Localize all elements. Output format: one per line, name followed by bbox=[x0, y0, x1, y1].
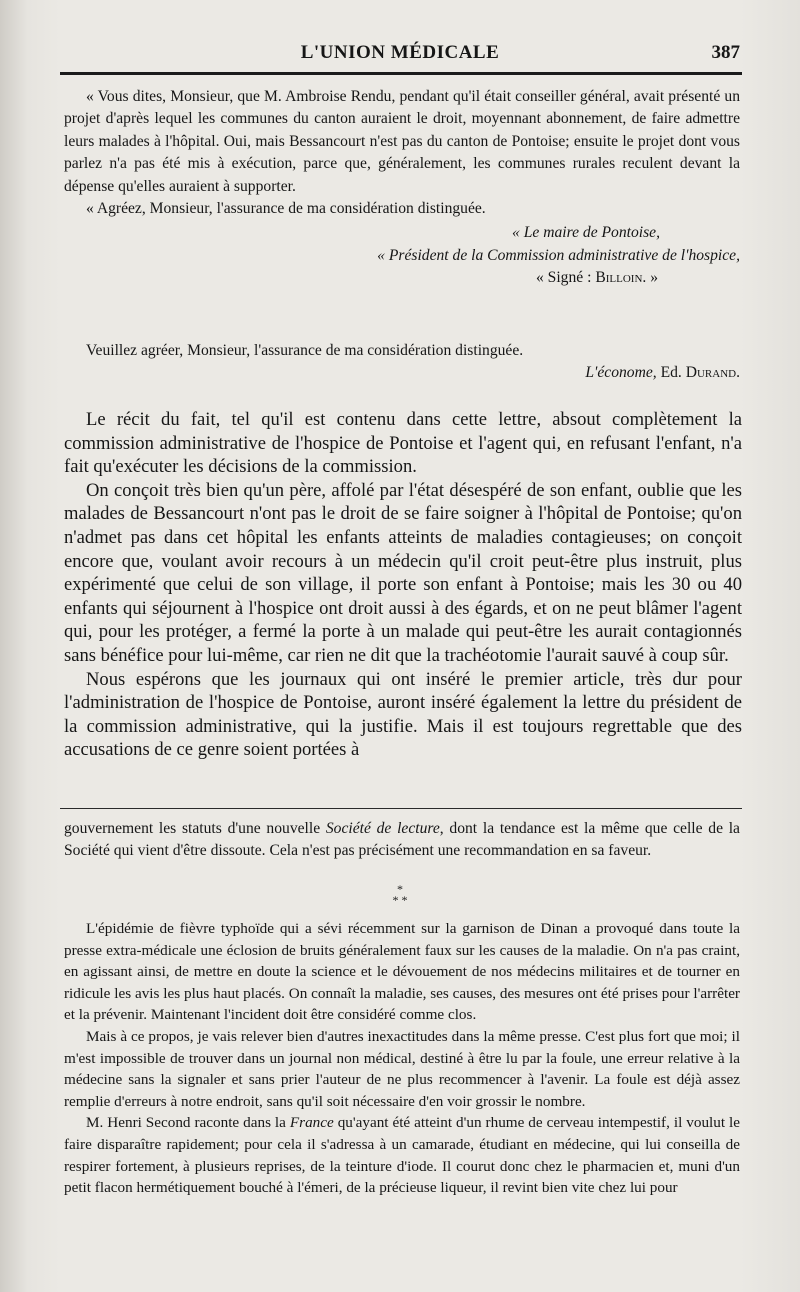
chronicle-paragraph bbox=[64, 818, 740, 863]
asterism-top: * bbox=[397, 882, 403, 896]
letter-signature-mayor: « Le maire de Pontoise, bbox=[512, 224, 660, 242]
main-article bbox=[64, 408, 742, 762]
signed-label: « Signé : bbox=[535, 269, 596, 287]
closing-signature bbox=[64, 362, 740, 384]
closing-name-prefix: Ed. bbox=[656, 364, 686, 382]
letter-signature-president: « Président de la Commission administrative de l'hospice, bbox=[377, 246, 740, 264]
chronicle-paragraph: L'épidémie de fièvre typhoïde qui a sévi récemment sur la garnison de Dinan a provoqué dans toute la presse extra-médicale une éclosion de bruits généralement faux sur les causes de la maladie. On n'a pas craint, en agissant ainsi, de mettre en doute la science et le dévouement de nos médecins militaires et de tourner en ridicule les avis les plus haut placés. On connaît la maladie, ses causes, des mesures ont été prises pour l'arrêter et la prévenir. Maintenant l'incident doit être considéré comme clos. bbox=[64, 920, 740, 1024]
chronicle-text-b: qu'ayant été atteint d'un rhume de cerveau intempestif, il voulut le faire disparaître rapidement; pour cela il s'adressa à un camarade, étudiant en médecine, qui lui conseilla de respirer fortement, à plusieurs reprises, de la teinture d'iode. Il courut donc chez le pharmacien et, muni d'un petit flacon hermétiquement bouché à l'émeri, de la précieuse liqueur, il revint bien vite chez lui pour bbox=[64, 1114, 741, 1197]
section-rule bbox=[60, 808, 742, 809]
signed-end: » bbox=[646, 269, 658, 287]
header-rule bbox=[60, 72, 742, 75]
closing-text: Veuillez agréer, Monsieur, l'assurance de ma considération distinguée. bbox=[86, 342, 524, 359]
chronicle-text-b: , dont la tendance est la même que celle de la Société qui vient d'être dissoute. Cela n'est pas précisément une recommandation en sa faveur. bbox=[64, 820, 740, 860]
chronicle-text-a: gouvernement les statuts d'une nouvelle bbox=[64, 820, 326, 837]
chronicle-italic: France bbox=[289, 1114, 334, 1132]
asterism-bottom: * * bbox=[392, 893, 408, 907]
closing-role: L'économe, bbox=[585, 364, 657, 382]
chronicle-paragraph: Mais à ce propos, je vais relever bien d'autres inexactitudes dans la même presse. C'est plus fort que moi; il m'est impossible de trouver dans un journal non médical, destiné à être lu par la foule, une erreur relative à la médecine sans la signaler et sans prier l'auteur de ne plus recommencer à l'avenir. La foule est déjà assez remplie d'erreurs à notre endroit, sans qu'il soit nécessaire d'en voir grossir le nombre. bbox=[64, 1027, 740, 1110]
page-header bbox=[60, 40, 740, 70]
letter-paragraph: « Vous dites, Monsieur, que M. Ambroise Rendu, pendant qu'il était conseiller général, avait présenté un projet d'après lequel les communes du canton auraient le droit, moyennant abonnement, de faire admettre leurs malades à l'hôpital. Oui, mais Bessancourt n'est pas du canton de Pontoise; ensuite le projet dont vous parlez n'a pas été mis à exécution, parce que, généralement, les communes rurales reculent devant la dépense qu'elles auraient à supporter. bbox=[64, 88, 740, 195]
chronicle-section bbox=[64, 918, 740, 1199]
article-paragraph: On conçoit très bien qu'un père, affolé par l'état désespéré de son enfant, oublie que les malades de Bessancourt n'ont pas le droit de se faire soigner à l'hôpital de Pontoise; qu'on n'admet pas dans cet hôpital les enfants atteints de maladies contagieuses; on conçoit encore que, voulant avoir recours à un médecin qu'il croit peut-être plus instruit, plus expérimenté que celui de son village, il porte son enfant à Pontoise; mais les 30 ou 40 enfants qui séjournent à l'hospice ont droit aussi à des égards, et on ne peut blâmer l'agent qui, pour les protéger, a fermé la porte à un malade qui peut-être les aurait contagionnés sans bénéfice pour lui-même, car rien ne dit que la trachéotomie l'aurait sauvé à coup sûr. bbox=[64, 479, 742, 666]
page-number: 387 bbox=[711, 42, 740, 63]
article-paragraph: Nous espérons que les journaux qui ont inséré le premier article, très dur pour l'administration de l'hospice de Pontoise, auront inséré également la lettre du président de la commission administrative, qui la justifie. Mais il est toujours regrettable que des accusations de ce genre soient portées à bbox=[64, 668, 742, 761]
chronicle-italic: Société de lecture bbox=[325, 820, 440, 837]
letter-salutation: « Agréez, Monsieur, l'assurance de ma considération distinguée. bbox=[86, 200, 486, 218]
chronicle-text-a: M. Henri Second raconte dans la bbox=[86, 1114, 290, 1132]
quoted-letter bbox=[64, 86, 740, 290]
chronicle-continuation bbox=[64, 818, 740, 863]
article-paragraph: Le récit du fait, tel qu'il est contenu dans cette lettre, absout complètement la commission administrative de l'hospice de Pontoise et l'agent qui, en refusant l'enfant, n'a fait qu'exécuter les décisions de la commission. bbox=[64, 409, 742, 478]
closing-block bbox=[64, 340, 740, 385]
letter-signed bbox=[64, 267, 740, 289]
closing-name: Durand. bbox=[685, 364, 740, 382]
signed-name: Billoin. bbox=[595, 269, 647, 287]
asterism bbox=[380, 884, 420, 906]
chronicle-paragraph bbox=[64, 1112, 740, 1198]
running-title: L'UNION MÉDICALE bbox=[300, 42, 500, 63]
